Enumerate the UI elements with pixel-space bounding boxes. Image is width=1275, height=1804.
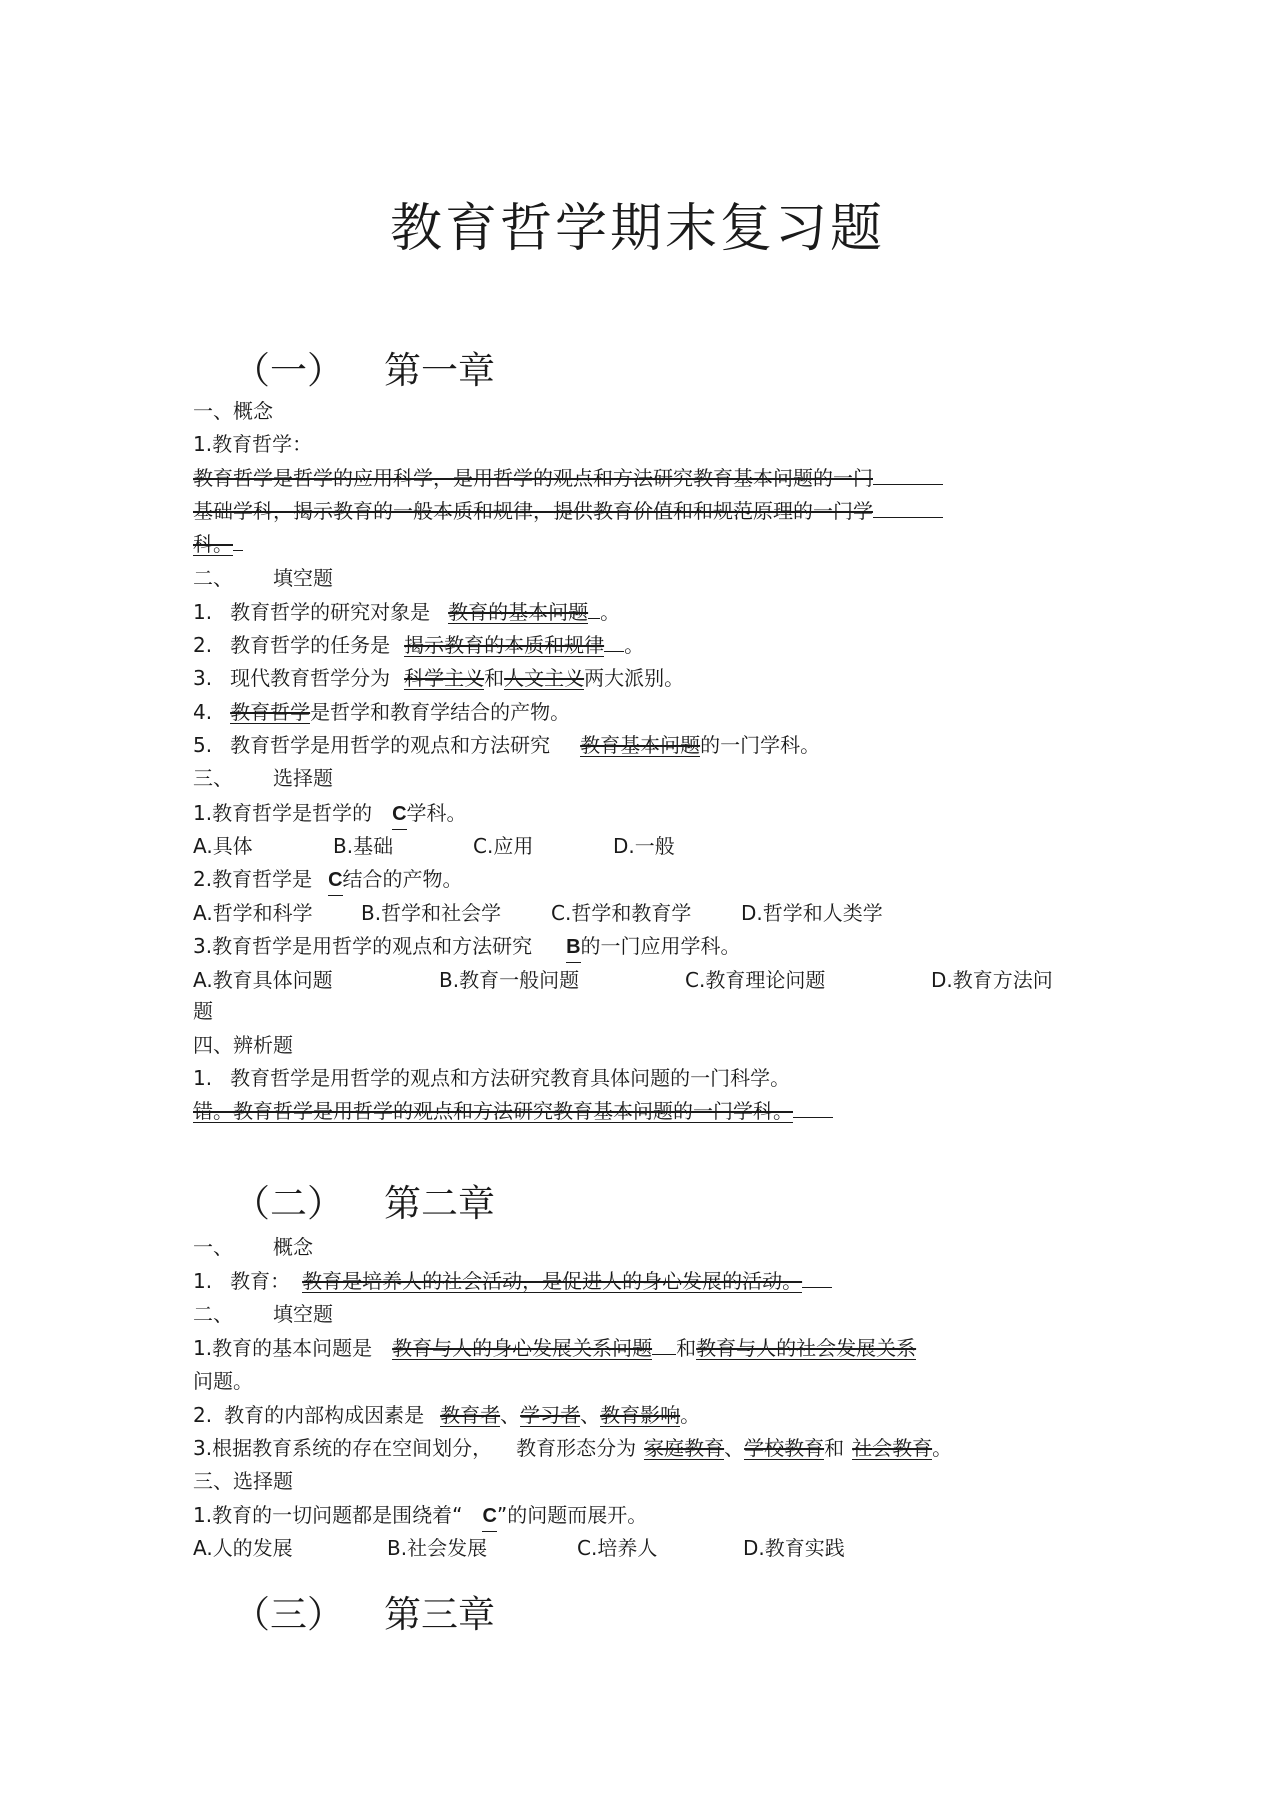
ch1-fill-q3-answer1: 科学主义 bbox=[404, 666, 485, 690]
option-a: A.具体 bbox=[193, 834, 253, 858]
ch2-fill-q3-answer1: 家庭教育 bbox=[644, 1436, 725, 1460]
ch1-choice-q1-options bbox=[193, 831, 675, 861]
chapter-1-title: 第一章 bbox=[384, 349, 495, 392]
chapter-3-title: 第三章 bbox=[384, 1593, 495, 1636]
ch2-fill-q2: 2. 教育的内部构成因素是 教育者、学习者、教育影响。 bbox=[193, 1403, 701, 1427]
ch1-fill-q3-answer2: 人文主义 bbox=[504, 666, 585, 690]
ch1-choice-q3-options-wrap: 题 bbox=[193, 999, 213, 1023]
ch1-fill-q1-answer: 教育的基本问题 bbox=[448, 600, 589, 624]
document-title: 教育哲学期末复习题 bbox=[389, 199, 885, 259]
chapter-1-number: （一） bbox=[233, 349, 344, 392]
ch2-fill-q2-answer3: 教育影响 bbox=[600, 1403, 681, 1427]
ch1-fill-q4-answer: 教育哲学 bbox=[230, 700, 311, 724]
ch1-fill-q3: 3. 现代教育哲学分为 科学主义和人文主义两大派别。 bbox=[193, 666, 685, 690]
ch1-choice-q3: 3.教育哲学是用哲学的观点和方法研究 B的一门应用学科。 bbox=[193, 931, 741, 963]
option-c: C.教育理论问题 bbox=[685, 968, 826, 992]
ch1-choice-q1-answer: C bbox=[392, 799, 406, 830]
ch1-fill-q2-answer: 揭示教育的本质和规律 bbox=[404, 633, 605, 657]
option-b: B.教育一般问题 bbox=[439, 968, 580, 992]
ch1-analysis-q1: 1. 教育哲学是用哲学的观点和方法研究教育具体问题的一门科学。 bbox=[193, 1066, 791, 1090]
ch1-choice-q3-options bbox=[193, 965, 1053, 995]
chapter-3-heading bbox=[233, 1584, 495, 1638]
ch2-section-concept: 一、 概念 bbox=[193, 1235, 313, 1259]
ch1-choice-q2: 2.教育哲学是 C结合的产物。 bbox=[193, 864, 463, 896]
option-d: D.哲学和人类学 bbox=[741, 901, 883, 925]
ch2-section-choice: 三、选择题 bbox=[193, 1469, 293, 1493]
ch1-choice-q2-answer: C bbox=[328, 865, 342, 896]
ch1-fill-q1: 1. 教育哲学的研究对象是 教育的基本问题 。 bbox=[193, 600, 621, 624]
ch2-fill-q1-answer2: 教育与人的社会发展关系 bbox=[696, 1336, 917, 1360]
ch2-fill-q3-answer2: 学校教育 bbox=[744, 1436, 825, 1460]
ch2-concept-q1-answer: 教育是培养人的社会活动，是促进人的身心发展的活动。 bbox=[302, 1269, 803, 1293]
option-a: A.人的发展 bbox=[193, 1536, 293, 1560]
ch2-fill-q2-answer1: 教育者 bbox=[440, 1403, 501, 1427]
option-b: B.基础 bbox=[333, 834, 394, 858]
chapter-2-title: 第二章 bbox=[384, 1182, 495, 1225]
chapter-1-heading bbox=[233, 340, 495, 394]
option-a: A.教育具体问题 bbox=[193, 968, 333, 992]
option-c: C.培养人 bbox=[577, 1536, 658, 1560]
ch2-fill-q1-answer1: 教育与人的身心发展关系问题 bbox=[392, 1336, 653, 1360]
ch1-analysis-q1-answer: 错。教育哲学是用哲学的观点和方法研究教育基本问题的一门学科。 bbox=[193, 1096, 833, 1126]
ch2-section-fill: 二、 填空题 bbox=[193, 1302, 333, 1326]
ch2-fill-q3-answer3: 社会教育 bbox=[852, 1436, 933, 1460]
ch1-section-analysis: 四、辨析题 bbox=[193, 1033, 293, 1057]
ch2-fill-q3: 3.根据教育系统的存在空间划分， 教育形态分为 家庭教育、学校教育和 社会教育。 bbox=[193, 1436, 953, 1460]
ch1-concept-term: 1.教育哲学： bbox=[193, 432, 313, 456]
ch2-fill-q1: 1.教育的基本问题是 教育与人的身心发展关系问题 和教育与人的社会发展关系 bbox=[193, 1336, 917, 1360]
ch2-fill-q2-answer2: 学习者 bbox=[520, 1403, 581, 1427]
ch1-section-fill: 二、 填空题 bbox=[193, 566, 333, 590]
ch1-section-choice: 三、 选择题 bbox=[193, 766, 333, 790]
ch1-concept-def-line2: 基础学科，揭示教育的一般本质和规律，提供教育价值和和规范原理的一门学 bbox=[193, 496, 943, 526]
ch2-choice-q1-answer: C bbox=[482, 1501, 496, 1532]
ch1-fill-q4: 4. 教育哲学是哲学和教育学结合的产物。 bbox=[193, 700, 571, 724]
option-d: D.一般 bbox=[613, 834, 675, 858]
chapter-2-heading bbox=[233, 1173, 495, 1227]
ch1-fill-q5: 5. 教育哲学是用哲学的观点和方法研究 教育基本问题的一门学科。 bbox=[193, 733, 821, 757]
ch1-concept-def-line3: 科。 bbox=[193, 529, 243, 559]
ch2-choice-q1-options bbox=[193, 1533, 845, 1563]
ch1-choice-q3-answer: B bbox=[566, 932, 580, 963]
ch1-fill-q2: 2. 教育哲学的任务是 揭示教育的本质和规律 。 bbox=[193, 633, 645, 657]
ch1-fill-q5-answer: 教育基本问题 bbox=[580, 733, 701, 757]
option-b: B.哲学和社会学 bbox=[361, 901, 502, 925]
option-b: B.社会发展 bbox=[387, 1536, 488, 1560]
ch1-section-concept: 一、概念 bbox=[193, 399, 273, 423]
ch2-choice-q1: 1.教育的一切问题都是围绕着“ C”的问题而展开。 bbox=[193, 1500, 647, 1532]
ch2-fill-q1-wrap: 问题。 bbox=[193, 1369, 253, 1393]
ch1-choice-q2-options bbox=[193, 898, 883, 928]
option-c: C.哲学和教育学 bbox=[551, 901, 692, 925]
option-c: C.应用 bbox=[473, 834, 534, 858]
ch2-concept-q1: 1. 教育： 教育是培养人的社会活动，是促进人的身心发展的活动。 bbox=[193, 1266, 832, 1296]
chapter-2-number: （二） bbox=[233, 1182, 344, 1225]
chapter-3-number: （三） bbox=[233, 1593, 344, 1636]
option-a: A.哲学和科学 bbox=[193, 901, 313, 925]
option-d: D.教育实践 bbox=[743, 1536, 845, 1560]
ch1-choice-q1: 1.教育哲学是哲学的 C学科。 bbox=[193, 798, 467, 830]
ch1-concept-def-line1: 教育哲学是哲学的应用科学，是用哲学的观点和方法研究教育基本问题的一门 bbox=[193, 463, 943, 493]
option-d: D.教育方法问 bbox=[931, 968, 1053, 992]
